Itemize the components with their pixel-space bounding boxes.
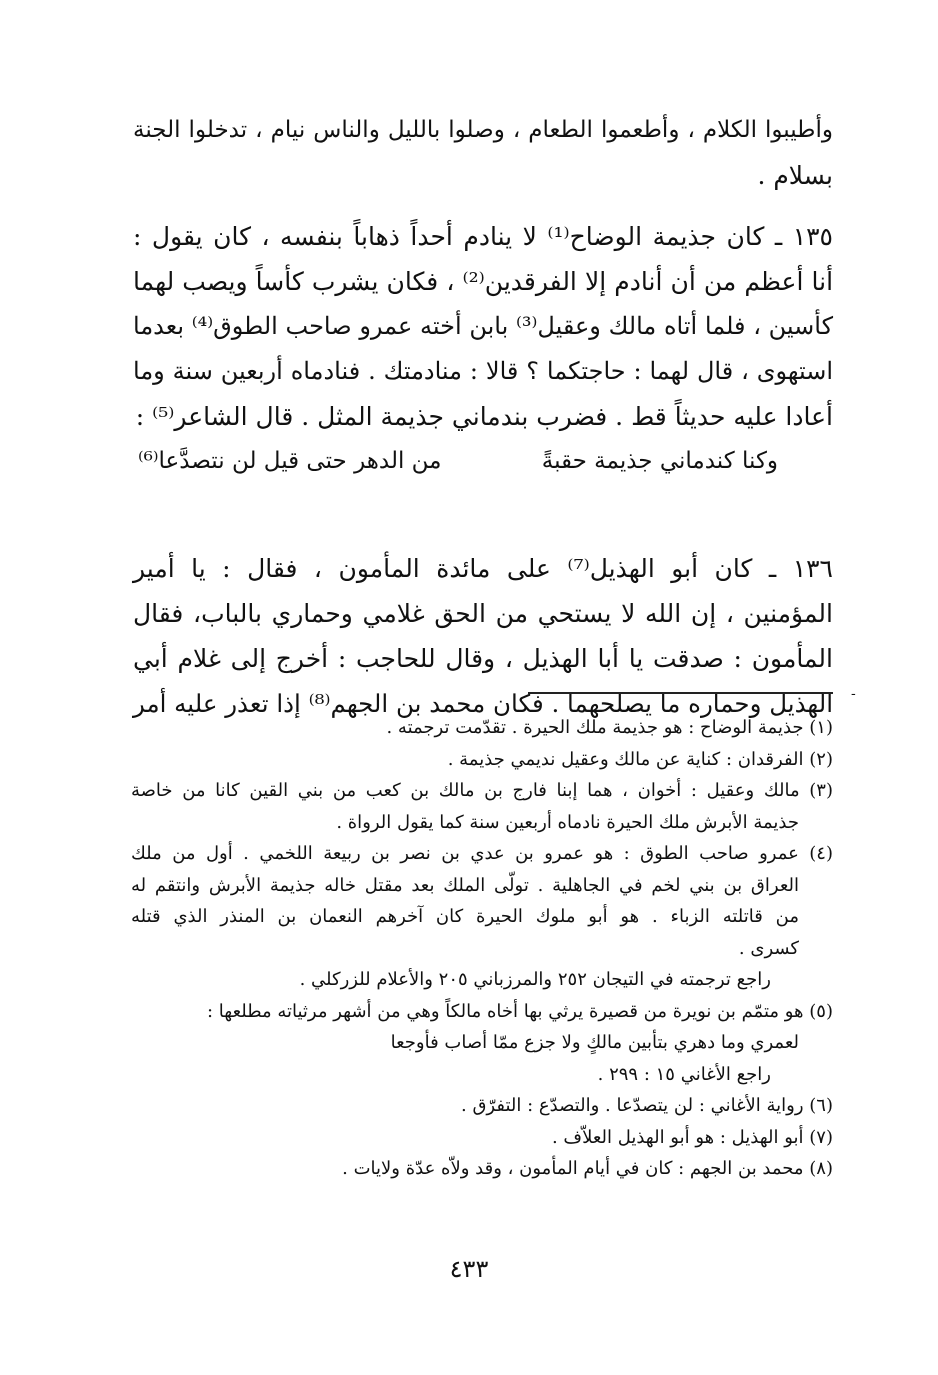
poem-hemistich-2: من الدهر حتى قيل لن نتصدَّعا⁽⁶⁾ bbox=[138, 448, 442, 474]
footnote-line: العراق بن بني لخم في الجاهلية . تولّى الملك بعد مقتل خاله جذيمة الأبرش وانتقم له bbox=[131, 874, 799, 896]
footnote-separator bbox=[528, 692, 833, 694]
text-line: أعادا عليه حديثاً قط . فضرب بندماني جذيمة المثل . قال الشاعر⁽⁵⁾ : bbox=[135, 402, 833, 431]
footnote-line: (٣) مالك وعقيل : أخوان ، هما إبنا فارج بن مالك بن كعب من بني القين كانا من خاصة bbox=[131, 780, 833, 801]
text-line: بسلام . bbox=[757, 161, 833, 190]
footnote-line: من قاتلته الزباء . هو أبو ملوك الحيرة كان آخرهم النعمان بن المنذر الذي قتله bbox=[131, 906, 799, 927]
text-line: ١٣٦ ـ كان أبو الهذيل⁽⁷⁾ على مائدة المأمون ، فقال : يا أمير bbox=[133, 554, 833, 583]
page-number: ٤٣٣ bbox=[449, 1255, 489, 1283]
footnote-line: (٢) الفرقدان : كناية عن مالك وعقيل نديمي جذيمة . bbox=[447, 748, 833, 770]
footnotes bbox=[131, 712, 833, 1185]
poem-verse bbox=[138, 438, 778, 484]
footnote-line: راجع ترجمته في التيجان ٢٥٢ والمرزباني ٢٠٥ والأعلام للزركلي . bbox=[299, 969, 771, 990]
footnote-line: جذيمة الأبرش ملك الحيرة نادماه أربعين سنة كما يقول الرواة . bbox=[336, 811, 799, 833]
footnote-line: (٥) هو متمّم بن نويرة من قصيرة يرثي بها أخاه مالكاً وهي من أشهر مرثياته مطلعها : bbox=[207, 1000, 833, 1022]
footnote-mark: - bbox=[851, 686, 856, 702]
text-line: المؤمنين ، إن الله لا يستحي من الحق غلامي وحماري بالباب، فقال bbox=[133, 599, 833, 628]
footnote-line: (٤) عمرو صاحب الطوق : هو عمرو بن عدي بن نصر بن ربيعة اللخمي . أول من ملك bbox=[131, 843, 833, 864]
text-line: المأمون : صدقت يا أبا الهذيل ، وقال للحاجب : أخرج إلى غلام أبي bbox=[133, 644, 833, 673]
footnote-line: (٧) أبو الهذيل : هو أبو الهذيل العلاّف . bbox=[551, 1126, 833, 1148]
footnote-line: راجع الأغاني ١٥ : ٢٩٩ . bbox=[597, 1063, 771, 1085]
footnote-line: (٨) محمد بن الجهم : كان في أيام المأمون ، وقد ولاّه عدّة ولايات . bbox=[342, 1158, 833, 1179]
text-line: كأسين ، فلما أتاه مالك وعقيل⁽³⁾ بابن أخته عمرو صاحب الطوق⁽⁴⁾ بعدما bbox=[133, 312, 834, 340]
footnote-line: (١) جذيمة الوضاح : هو جذيمة ملك الحيرة . تقدّمت ترجمته . bbox=[386, 717, 833, 738]
footnote-line: لعمري وما دهري بتأبين مالكٍ ولا جزع ممّا أصاب فأوجعا bbox=[390, 1032, 799, 1053]
footnote-line: كسرى . bbox=[738, 937, 799, 959]
text-line: الهذيل وحماره ما يصلحهما . فكان محمد بن الجهم⁽⁸⁾ إذا تعذر عليه أمر bbox=[132, 689, 833, 718]
footnote-line: (٦) رواية الأغاني : لن يتصدّعا . والتصدّع : التفرّق . bbox=[461, 1095, 833, 1116]
text-line: ١٣٥ ـ كان جذيمة الوضاح⁽¹⁾ لا ينادم أحداً ذهاباً بنفسه ، كان يقول : bbox=[133, 222, 833, 251]
poem-hemistich-1: وكنا كندماني جذيمة حقبةً bbox=[541, 448, 778, 474]
text-line: أنا أعظم من أن أنادم إلا الفرقدين⁽²⁾ ، فكان يشرب كأساً ويصب لهما bbox=[133, 267, 834, 296]
text-line: استهوى ، قال لهما : حاجتكما ؟ قالا : منادمتك . فنادماه أربعين سنة وما bbox=[133, 357, 833, 385]
text-line: وأطيبوا الكلام ، وأطعموا الطعام ، وصلوا بالليل والناس نيام ، تدخلوا الجنة bbox=[133, 117, 833, 143]
main-text bbox=[133, 108, 833, 726]
